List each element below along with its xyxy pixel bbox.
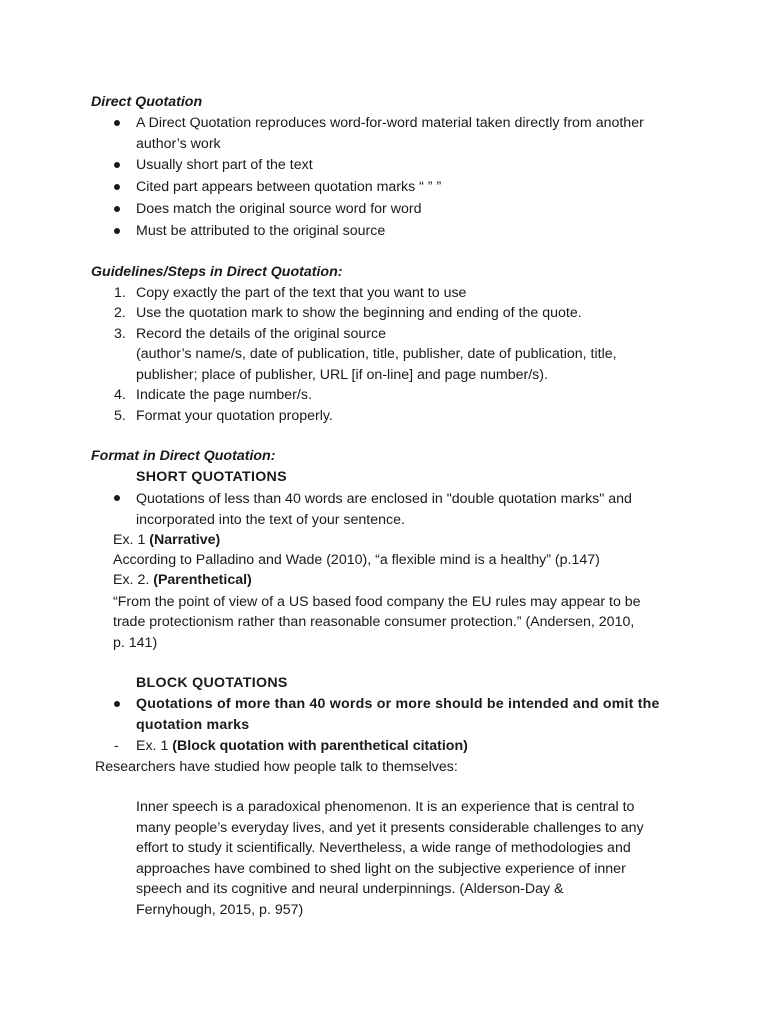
block-quotations-rule-line-2: quotation marks (136, 717, 250, 733)
bullet-dot (114, 228, 120, 234)
step-number: 1. (114, 285, 126, 301)
guideline-step-3-detail-2: publisher; place of publisher, URL [if on-line] and page number/s). (136, 367, 548, 383)
bullet-dot (114, 120, 120, 126)
direct-quotation-bullet-4: Does match the original source word for word (136, 201, 422, 217)
example-type: (Parenthetical) (153, 572, 252, 588)
direct-quotation-bullet-1: A Direct Quotation reproduces word-for-word material taken directly from another (136, 115, 644, 131)
dash-marker: - (114, 738, 119, 754)
bullet-dot (114, 162, 120, 168)
short-example-2-line-2: trade protectionism rather than reasonable consumer protection.” (Andersen, 2010, (113, 614, 635, 630)
bullet-dot (114, 495, 120, 501)
example-prefix: Ex. 1 (136, 738, 173, 754)
guideline-step-5: Format your quotation properly. (136, 408, 333, 424)
section-heading-format: Format in Direct Quotation: (91, 448, 276, 464)
guideline-step-1: Copy exactly the part of the text that you want to use (136, 285, 467, 301)
bullet-dot (114, 184, 120, 190)
block-quote-line-4: approaches have combined to shed light on the subjective experience of inner (136, 861, 626, 877)
short-example-2-line-3: p. 141) (113, 635, 158, 651)
block-intro-sentence: Researchers have studied how people talk to themselves: (95, 759, 458, 775)
example-type: (Block quotation with parenthetical citation) (172, 738, 468, 754)
short-example-2-line-1: “From the point of view of a US based food company the EU rules may appear to be (113, 594, 641, 610)
short-quotations-title: SHORT QUOTATIONS (136, 469, 287, 485)
direct-quotation-bullet-2: Usually short part of the text (136, 157, 313, 173)
guideline-step-4: Indicate the page number/s. (136, 387, 312, 403)
direct-quotation-bullet-3: Cited part appears between quotation marks “ ” ” (136, 179, 442, 195)
block-quote-line-3: effort to study it scientifically. Nevertheless, a wide range of methodologies and (136, 840, 631, 856)
step-number: 5. (114, 408, 126, 424)
step-number: 3. (114, 326, 126, 342)
short-example-2-label (113, 570, 252, 591)
bullet-dot (114, 701, 120, 707)
guideline-step-2: Use the quotation mark to show the beginning and ending of the quote. (136, 305, 582, 321)
guideline-step-3: Record the details of the original source (136, 326, 386, 342)
short-example-1-text: According to Palladino and Wade (2010), “a flexible mind is a healthy” (p.147) (113, 552, 600, 568)
example-type: (Narrative) (149, 532, 221, 548)
guideline-step-3-detail-1: (author’s name/s, date of publication, title, publisher, date of publication, title, (136, 346, 617, 362)
short-quotations-rule-line-1: Quotations of less than 40 words are enclosed in "double quotation marks" and (136, 491, 632, 507)
step-number: 2. (114, 305, 126, 321)
block-quote-line-2: many people’s everyday lives, and yet it presents considerable challenges to any (136, 820, 644, 836)
block-example-1-label (136, 736, 468, 757)
section-heading-direct-quotation: Direct Quotation (91, 94, 203, 110)
block-quotations-rule-line-1: Quotations of more than 40 words or more should be intended and omit the (136, 696, 660, 712)
bullet-dot (114, 206, 120, 212)
direct-quotation-bullet-1-cont: author’s work (136, 136, 221, 152)
direct-quotation-bullet-5: Must be attributed to the original source (136, 223, 386, 239)
step-number: 4. (114, 387, 126, 403)
block-quote-line-5: speech and its cognitive and neural underpinnings. (Alderson-Day & (136, 881, 564, 897)
block-quote-line-6: Fernyhough, 2015, p. 957) (136, 902, 304, 918)
section-heading-guidelines: Guidelines/Steps in Direct Quotation: (91, 264, 343, 280)
block-quote-line-1: Inner speech is a paradoxical phenomenon. It is an experience that is central to (136, 799, 635, 815)
example-prefix: Ex. 1 (113, 532, 150, 548)
example-prefix: Ex. 2. (113, 572, 154, 588)
short-example-1-label (113, 530, 220, 551)
short-quotations-rule-line-2: incorporated into the text of your sentence. (136, 512, 405, 528)
block-quotations-title: BLOCK QUOTATIONS (136, 675, 288, 691)
